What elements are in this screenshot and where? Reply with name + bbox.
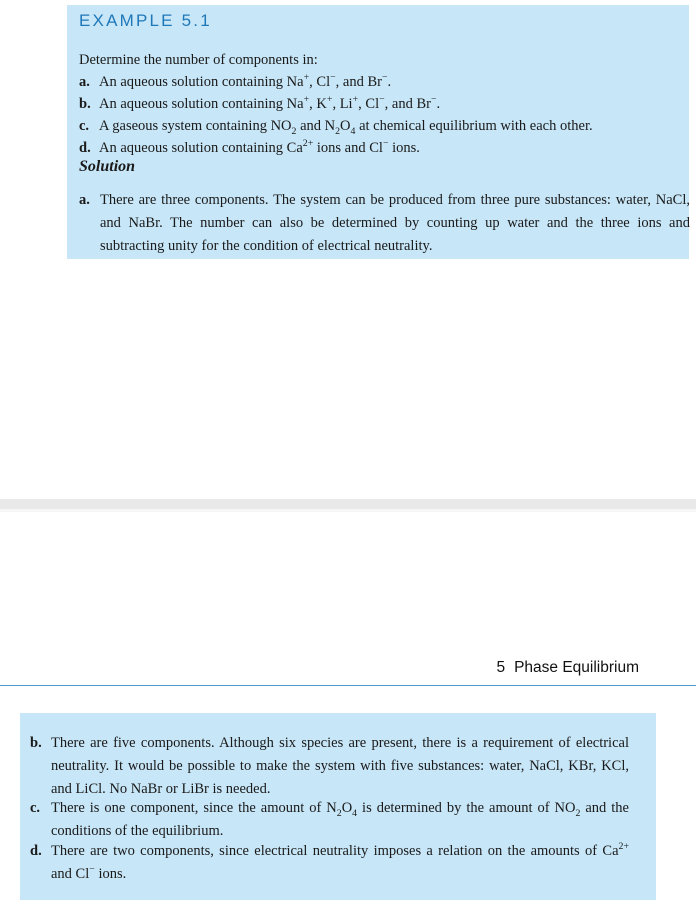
question-a: a. An aqueous solution containing Na+, Cl−, and Br−.	[79, 71, 593, 93]
question-list	[79, 71, 593, 159]
header-rule	[0, 685, 696, 686]
continuation-box	[20, 713, 656, 900]
chapter-number: 5	[496, 659, 506, 676]
question-label: a.	[79, 74, 90, 90]
example-intro: Determine the number of components in:	[79, 52, 318, 68]
question-label: b.	[79, 96, 91, 112]
question-d: d. An aqueous solution containing $Ca^{2+}$ ions and Cl− ions.	[79, 137, 593, 159]
question-c: c. A gaseous system containing $NO_2$ and $N_2O_4$ at chemical equilibrium with each other.	[79, 115, 593, 137]
page-separator-shadow	[0, 509, 696, 512]
chapter-title: Phase Equilibrium	[514, 659, 639, 676]
example-title: EXAMPLE 5.1	[79, 11, 212, 30]
page-separator	[0, 499, 696, 509]
question-label: d.	[79, 140, 91, 156]
answer-b	[30, 732, 629, 801]
answer-label: c.	[30, 800, 41, 816]
answer-d: d. There are two components, since electrical neutrality imposes a relation on the amounts of $Ca^{2+}$ and Cl− ions.	[30, 841, 629, 882]
solution-heading: Solution	[79, 158, 136, 175]
question-label: c.	[79, 118, 90, 134]
answer-a	[79, 189, 690, 258]
answer-label: a.	[79, 192, 90, 208]
answer-label: d.	[30, 843, 42, 859]
answer-c: c. There is one component, since the amount of $N_2O_4$ is determined by the amount of $NO_2$ and the conditions of the equilibrium.	[30, 797, 629, 843]
question-b: b. An aqueous solution containing Na+, K+, Li+, Cl−, and Br−.	[79, 93, 593, 115]
page-header	[496, 659, 639, 677]
example-box	[67, 5, 689, 259]
answer-text: There are three components. The system can be produced from three pure substances: water, NaCl, and NaBr. The number can also be determined by counting up water and the three ions and subtracting unity for the condition of electrical neutrality.	[100, 192, 690, 254]
answer-label: b.	[30, 735, 42, 751]
answer-text: There are five components. Although six species are present, there is a requirement of electrical neutrality. It would be possible to make the system with five substances: water, NaCl, KBr, KCl, and LiCl. No NaBr or LiBr is needed.	[51, 735, 629, 797]
